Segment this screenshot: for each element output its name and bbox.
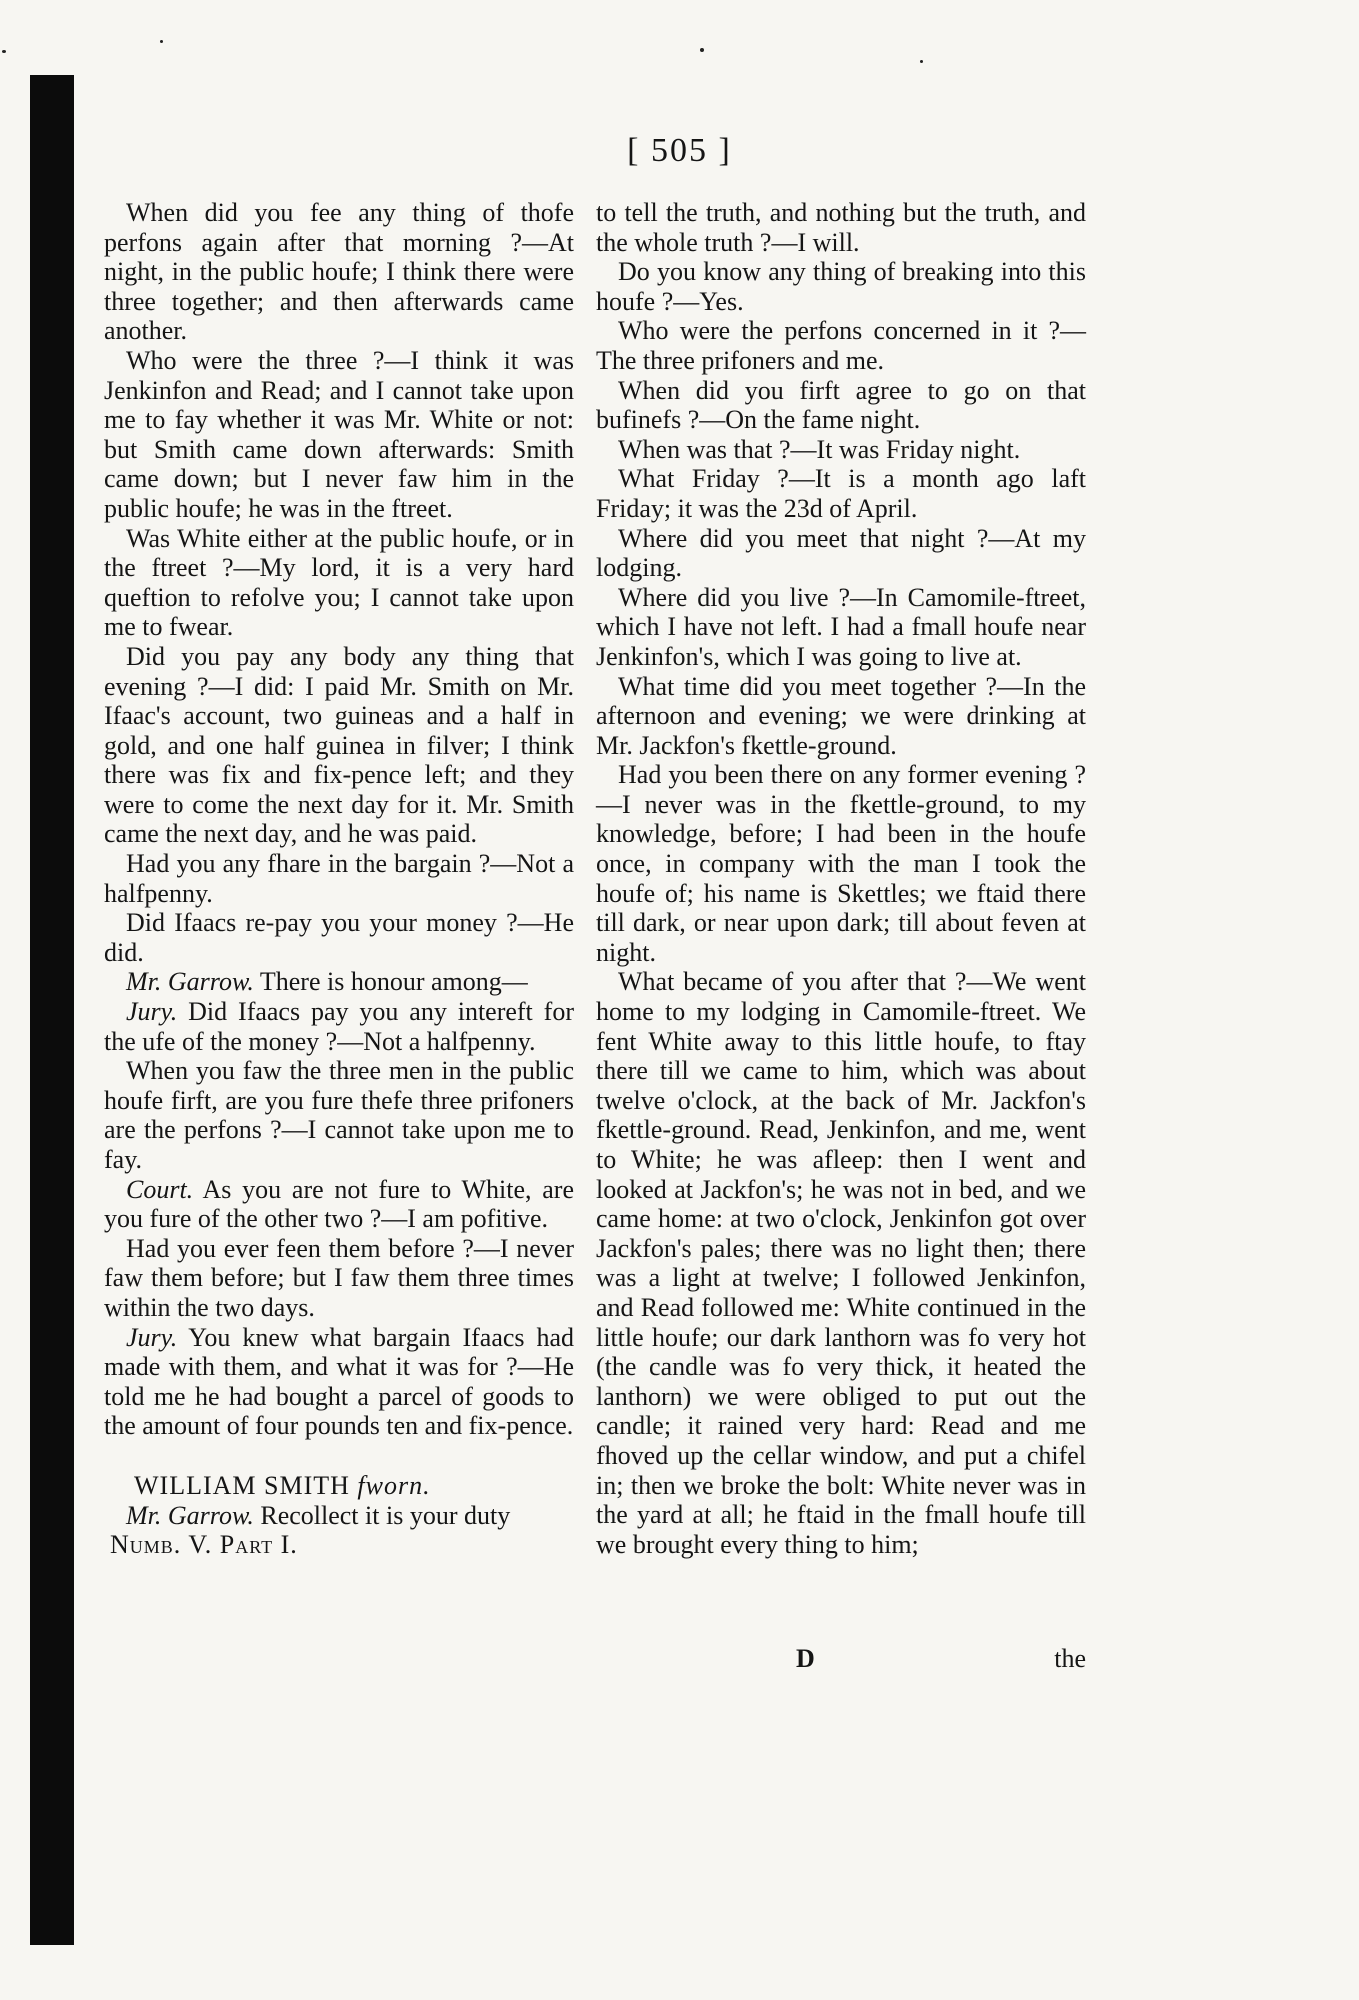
- paragraph: Do you know any thing of breaking into this houfe ?—Yes.: [596, 257, 1086, 316]
- catchword: the: [1054, 1644, 1086, 1673]
- paragraph: Had you been there on any former evening ?—I never was in the fkettle-ground, to my knowledge, before; I had been in the houfe once, in company with the man I took the houfe of; his name is Skettles; we ftaid there till dark, or near upon dark; till about feven at night.: [596, 760, 1086, 967]
- page-number: [ 505 ]: [627, 132, 732, 169]
- paragraph: Where did you live ?—In Camomile-ftreet, which I have not left. I had a fmall houfe near Jenkinfon's, which I was going to live at.: [596, 582, 1086, 671]
- speaker-paragraph: [104, 967, 574, 997]
- speaker-text: Did Ifaacs pay you any intereft for the ufe of the money ?—Not a halfpenny.: [104, 997, 574, 1056]
- paragraph: Had you ever feen them before ?—I never faw them before; but I faw them three times within the two days.: [104, 1233, 574, 1322]
- footer-signature: Numb. V. Part I.: [110, 1530, 298, 1560]
- right-column: [596, 198, 1086, 1559]
- ink-speck: [920, 60, 923, 63]
- speaker-paragraph: [104, 1323, 574, 1441]
- left-column: [104, 198, 574, 1560]
- paragraph: Was White either at the public houfe, or in the ftreet ?—My lord, it is a very hard queftion to refolve you; I cannot take upon me to fwear.: [104, 523, 574, 642]
- speaker-label: Mr. Garrow.: [126, 1500, 254, 1530]
- paragraph: to tell the truth, and nothing but the truth, and the whole truth ?—I will.: [596, 198, 1086, 257]
- paragraph: Who were the perfons concerned in it ?—The three prifoners and me.: [596, 316, 1086, 375]
- speaker-text: There is honour among—: [253, 967, 528, 997]
- ink-speck: [160, 40, 163, 43]
- signature-mark: D: [796, 1644, 815, 1673]
- speaker-label: Court.: [126, 1174, 194, 1204]
- paragraph: When did you firft agree to go on that bufinefs ?—On the fame night.: [596, 375, 1086, 435]
- paragraph: Did Ifaacs re-pay you your money ?—He did.: [104, 908, 574, 967]
- speaker-label: Mr. Garrow.: [126, 967, 254, 997]
- witness-heading: [104, 1471, 574, 1501]
- speaker-text: Recollect it is your duty: [253, 1500, 511, 1530]
- speaker-paragraph: [104, 997, 574, 1056]
- paragraph: Where did you meet that night ?—At my lodging.: [596, 523, 1086, 583]
- witness-sworn: fworn.: [357, 1470, 431, 1500]
- witness-name: WILLIAM SMITH: [134, 1470, 358, 1500]
- paragraph: What Friday ?—It is a month ago laft Friday; it was the 23d of April.: [596, 464, 1086, 523]
- paragraph: What time did you meet together ?—In the afternoon and evening; we were drinking at Mr. Jackfon's fkettle-ground.: [596, 671, 1086, 760]
- paragraph: When did you fee any thing of thofe perfons again after that morning ?—At night, in the public houfe; I think there were three together; and then afterwards came another.: [104, 198, 574, 346]
- speaker-label: Jury.: [126, 1322, 178, 1352]
- speaker-label: Jury.: [126, 997, 178, 1027]
- speaker-paragraph: [104, 1501, 574, 1531]
- binding-edge: [30, 75, 74, 1945]
- paragraph: Did you pay any body any thing that evening ?—I did: I paid Mr. Smith on Mr. Ifaac's account, two guineas and a half in gold, and one half guinea in filver; I think there was fix and fix-pence left; and they were to come the next day for it. Mr. Smith came the next day, and he was paid.: [104, 641, 574, 849]
- paragraph: Had you any fhare in the bargain ?—Not a halfpenny.: [104, 849, 574, 908]
- speaker-text: As you are not fure to White, are you fure of the other two ?—I am pofitive.: [104, 1174, 574, 1234]
- ink-speck: [700, 48, 704, 52]
- speaker-text: You knew what bargain Ifaacs had made with them, and what it was for ?—He told me he had bought a parcel of goods to the amount of four pounds ten and fix-pence.: [104, 1322, 574, 1441]
- paragraph: What became of you after that ?—We went home to my lodging in Camomile-ftreet. We fent White away to this little houfe, to ftay there till we came to him, which was about twelve o'clock, at the back of Mr. Jackfon's fkettle-ground. Read, Jenkinfon, and me, went to White; he was afleep: then I went and looked at Jackfon's; he was not in bed, and we came home: at two o'clock, Jenkinfon got over Jackfon's pales; there was no light then; there was a light at twelve; I followed Jenkinfon, and Read followed me: White continued in the little houfe; our dark lanthorn was fo very hot (the candle was fo very thick, it heated the lanthorn) we were obliged to put out the candle; it rained very hard: Read and me fhoved up the cellar window, and put a chifel in; then we broke the bolt: White never was in the yard at all; he ftaid in the fmall houfe till we brought every thing to him;: [596, 967, 1086, 1559]
- speaker-paragraph: [104, 1175, 574, 1234]
- paragraph: Who were the three ?—I think it was Jenkinfon and Read; and I cannot take upon me to fay whether it was Mr. White or not: but Smith came down afterwards: Smith came down; but I never faw him in the public houfe; he was in the ftreet.: [104, 345, 574, 523]
- paragraph: When was that ?—It was Friday night.: [618, 434, 1021, 464]
- ink-speck: [2, 50, 6, 53]
- catch-row: [596, 1644, 1086, 1676]
- paragraph: When you faw the three men in the public houfe firft, are you fure thefe three prifoners are the perfons ?—I cannot take upon me to fay.: [104, 1056, 574, 1174]
